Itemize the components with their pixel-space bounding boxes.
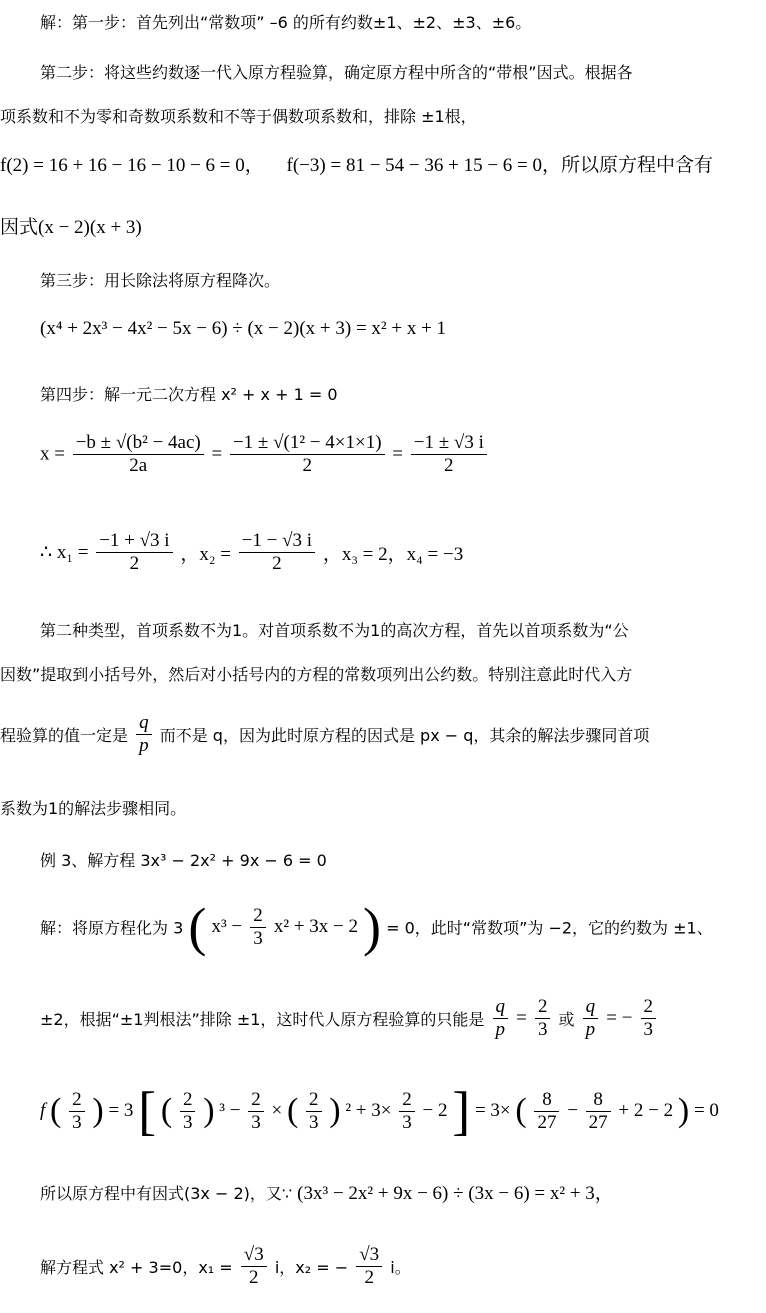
fraction-denominator: 2: [444, 454, 454, 476]
example3-solution-2: [40, 996, 766, 1041]
q-over-p-fraction: [136, 712, 152, 757]
fraction-denominator: 27: [537, 1111, 557, 1133]
equals-zero: = 0: [693, 1100, 719, 1121]
fraction-numerator: 2: [250, 905, 266, 928]
fraction-denominator: 3: [253, 927, 263, 949]
fraction-denominator: 3: [537, 1018, 548, 1040]
example3-final: [40, 1244, 766, 1289]
function-f: f: [40, 1100, 46, 1121]
fraction-denominator: 2: [302, 454, 312, 476]
solution-step2-cont: [0, 104, 766, 127]
text-pm1-rule: ±2，根据“±1判根法”排除 ±1，这时代人原方程验算的只能是: [40, 1009, 485, 1029]
root-x1-label: ∴ x₁ =: [40, 541, 89, 563]
two-thirds-fraction: [535, 996, 551, 1041]
text-step4: 第四步：解一元二次方程 x² + x + 1 = 0: [40, 385, 338, 404]
type2-paragraph-2: [0, 662, 766, 685]
example3-title: [40, 848, 766, 871]
fraction-numerator: −1 ± √(1² − 4×1×1): [230, 432, 385, 455]
fraction-denominator: 2: [249, 1266, 259, 1288]
example3-solution-1: 解：将原方程化为 3 ( x³ − $\frac{2}{3}$ x² + 3x − 2 ) = 0，此时“常数项”为 −2，它的约数为 ±1、: [40, 897, 713, 957]
fraction-denominator: 2a: [129, 454, 148, 476]
text-step1: 解：第一步：首先列出“常数项” –6 的所有约数±1、±2、±3、±6。: [40, 13, 532, 32]
fraction-denominator: 2: [364, 1266, 374, 1288]
text-step2: 第二步：将这些约数逐一代入原方程验算，确定原方程中所含的“带根”因式。根据各: [40, 63, 633, 82]
function-evaluations: [0, 150, 766, 177]
fraction-numerator: 2: [248, 1089, 264, 1112]
formula-fraction-simplified: [411, 432, 487, 477]
formula-lhs: x =: [40, 443, 65, 465]
fraction-numerator: 8: [534, 1089, 559, 1112]
type2-paragraph-1: [40, 618, 766, 641]
two-thirds-fraction: [399, 1089, 415, 1134]
fraction-denominator: 2: [129, 552, 140, 574]
text-type2-intro: 第二种类型，首项系数不为1。对首项系数不为1的高次方程，首先以首项系数为“公: [40, 621, 629, 640]
fraction-numerator: −1 + √3 i: [96, 530, 172, 553]
root-x2-fraction: [239, 530, 315, 575]
two-thirds-fraction: [69, 1089, 85, 1134]
equals-negative: = −: [606, 1007, 633, 1029]
fraction-numerator: −1 ± √3 i: [411, 432, 487, 455]
text-factor: 因式(x − 2)(x + 3): [0, 217, 142, 238]
fraction-denominator: 3: [643, 1018, 654, 1040]
text-type2-value: 程验算的值一定是: [0, 725, 129, 745]
poly-part-1: x³ −: [211, 916, 243, 937]
example3-factor: [40, 1178, 766, 1205]
text-transform: 解：将原方程化为 3: [40, 918, 184, 938]
type2-paragraph-4: [0, 796, 766, 819]
text-or: 或: [558, 1009, 575, 1029]
fraction-denominator: 2: [272, 552, 282, 574]
type2-paragraph-3: [0, 712, 766, 757]
quadratic-formula: x = $\frac{\text{−b ± √(b² − 4ac)}}{2a}$ = $\frac{\text{−1 ± √(1² − 4×1×1)}}{2}$ = $\frac{-1 \pm √3 i}{2}$: [40, 432, 766, 477]
solution-step4: [40, 382, 766, 405]
eight-27-fraction: [534, 1089, 559, 1134]
text-constant-term: = 0，此时“常数项”为 −2，它的约数为 ±1、: [386, 918, 713, 938]
text-example3: 例 3、解方程 3x³ − 2x² + 9x − 6 = 0: [40, 851, 327, 870]
fraction-numerator: 2: [399, 1089, 415, 1112]
text-x2-label: i，x₂ = −: [274, 1257, 349, 1277]
eight-27-fraction: [586, 1089, 611, 1134]
two-thirds-fraction: [250, 905, 266, 950]
roots-line: [40, 530, 766, 575]
text-end: i。: [390, 1257, 411, 1277]
root3-over-2-fraction: [241, 1244, 267, 1289]
text-step2-cont: 项系数和不为零和奇数项系数和不等于偶数项系数和，排除 ±1根，: [0, 107, 477, 126]
text-step3: 第三步：用长除法将原方程降次。: [40, 271, 281, 290]
text-type2-cont: 因数”提取到小括号外，然后对小括号内的方程的常数项列出公约数。特别注意此时代入方: [0, 665, 633, 684]
factor-line: [0, 212, 766, 239]
cube-minus: ³ −: [219, 1100, 241, 1121]
solution-step1: [40, 10, 766, 33]
text-type2-end: 系数为1的解法步骤相同。: [0, 799, 187, 818]
eval-f2: f(2) = 16 + 16 − 16 − 10 − 6 = 0，: [0, 155, 264, 176]
two-thirds-fraction: [248, 1089, 264, 1134]
two-thirds-fraction: [641, 996, 657, 1041]
fraction-numerator: 2: [180, 1089, 196, 1112]
fraction-denominator: 3: [402, 1111, 412, 1133]
fraction-numerator: √3: [241, 1244, 267, 1267]
formula-fraction-substituted: [230, 432, 385, 477]
times-sign: ×: [271, 1100, 283, 1121]
fraction-denominator: 3: [182, 1111, 193, 1133]
formula-fraction-general: [73, 432, 204, 477]
eval-f-neg3: f(−3) = 81 − 54 − 36 + 15 − 6 = 0，所以原方程中含有: [286, 155, 714, 176]
fraction-denominator: p: [585, 1018, 596, 1040]
long-division-equation: [40, 318, 766, 340]
fraction-numerator: −b ± √(b² − 4ac): [73, 432, 204, 455]
root-x1-fraction: [96, 530, 172, 575]
root-x3-x4: ，x₃ = 2，x₄ = −3: [322, 543, 464, 565]
fraction-numerator: 2: [641, 996, 657, 1019]
fraction-denominator: 27: [588, 1111, 608, 1133]
fraction-denominator: 3: [72, 1111, 82, 1133]
fraction-numerator: q: [583, 996, 599, 1019]
fraction-numerator: 8: [586, 1089, 611, 1112]
poly-part-2: x² + 3x − 2: [273, 916, 358, 937]
fraction-denominator: 3: [309, 1111, 319, 1133]
fraction-numerator: 2: [535, 996, 551, 1019]
fraction-numerator: 2: [306, 1089, 322, 1112]
fraction-numerator: √3: [356, 1244, 382, 1267]
q-over-p-fraction: [583, 996, 599, 1041]
square-plus-three-times: ² + 3×: [345, 1100, 392, 1121]
minus-two: − 2: [422, 1100, 448, 1121]
fraction-numerator: −1 − √3 i: [239, 530, 315, 553]
plus-two-minus-two: + 2 − 2: [618, 1100, 674, 1121]
equals-three-times: = 3×: [474, 1100, 511, 1121]
fraction-denominator: 3: [251, 1111, 261, 1133]
text-type2-factor: 而不是 q，因为此时原方程的因式是 px − q，其余的解法步骤同首项: [159, 725, 650, 745]
two-thirds-fraction: [180, 1089, 196, 1134]
minus-sign: −: [567, 1100, 578, 1121]
text-factor-found: 所以原方程中有因式(3x − 2)，又∵: [40, 1184, 293, 1203]
solution-step2: [40, 60, 766, 83]
fraction-denominator: p: [139, 734, 149, 756]
fraction-numerator: q: [493, 996, 509, 1019]
q-over-p-fraction: [493, 996, 509, 1041]
root-x2-label: ，x₂ =: [180, 543, 231, 565]
root3-over-2-fraction: [356, 1244, 382, 1289]
example3-evaluation: f ( $\frac{2}{3}$ ) = 3 [ ( $\frac{2}{3}$ ) ³ − $\frac{2}{3}$ × ( $\frac{2}{3}$ ) ² + 3× $\frac{2}{3}$ − 2 ] = 3× ( $\frac{8}{27}$ − $\frac{8}{27}$ + 2 − 2 ) = 0: [40, 1081, 719, 1141]
equation-division: (x⁴ + 2x³ − 4x² − 5x − 6) ÷ (x − 2)(x + 3) = x² + x + 1: [40, 318, 447, 339]
equals-three: = 3: [108, 1100, 134, 1121]
fraction-numerator: q: [136, 712, 152, 735]
fraction-numerator: 2: [69, 1089, 85, 1112]
solution-step3: [40, 268, 766, 291]
fraction-denominator: p: [495, 1018, 506, 1040]
two-thirds-fraction: [306, 1089, 322, 1134]
equals-sign: =: [516, 1007, 527, 1029]
text-solve-final: 解方程式 x² + 3=0，x₁ =: [40, 1257, 233, 1277]
equation-division-2: (3x³ − 2x² + 9x − 6) ÷ (3x − 6) = x² + 3，: [297, 1183, 614, 1204]
